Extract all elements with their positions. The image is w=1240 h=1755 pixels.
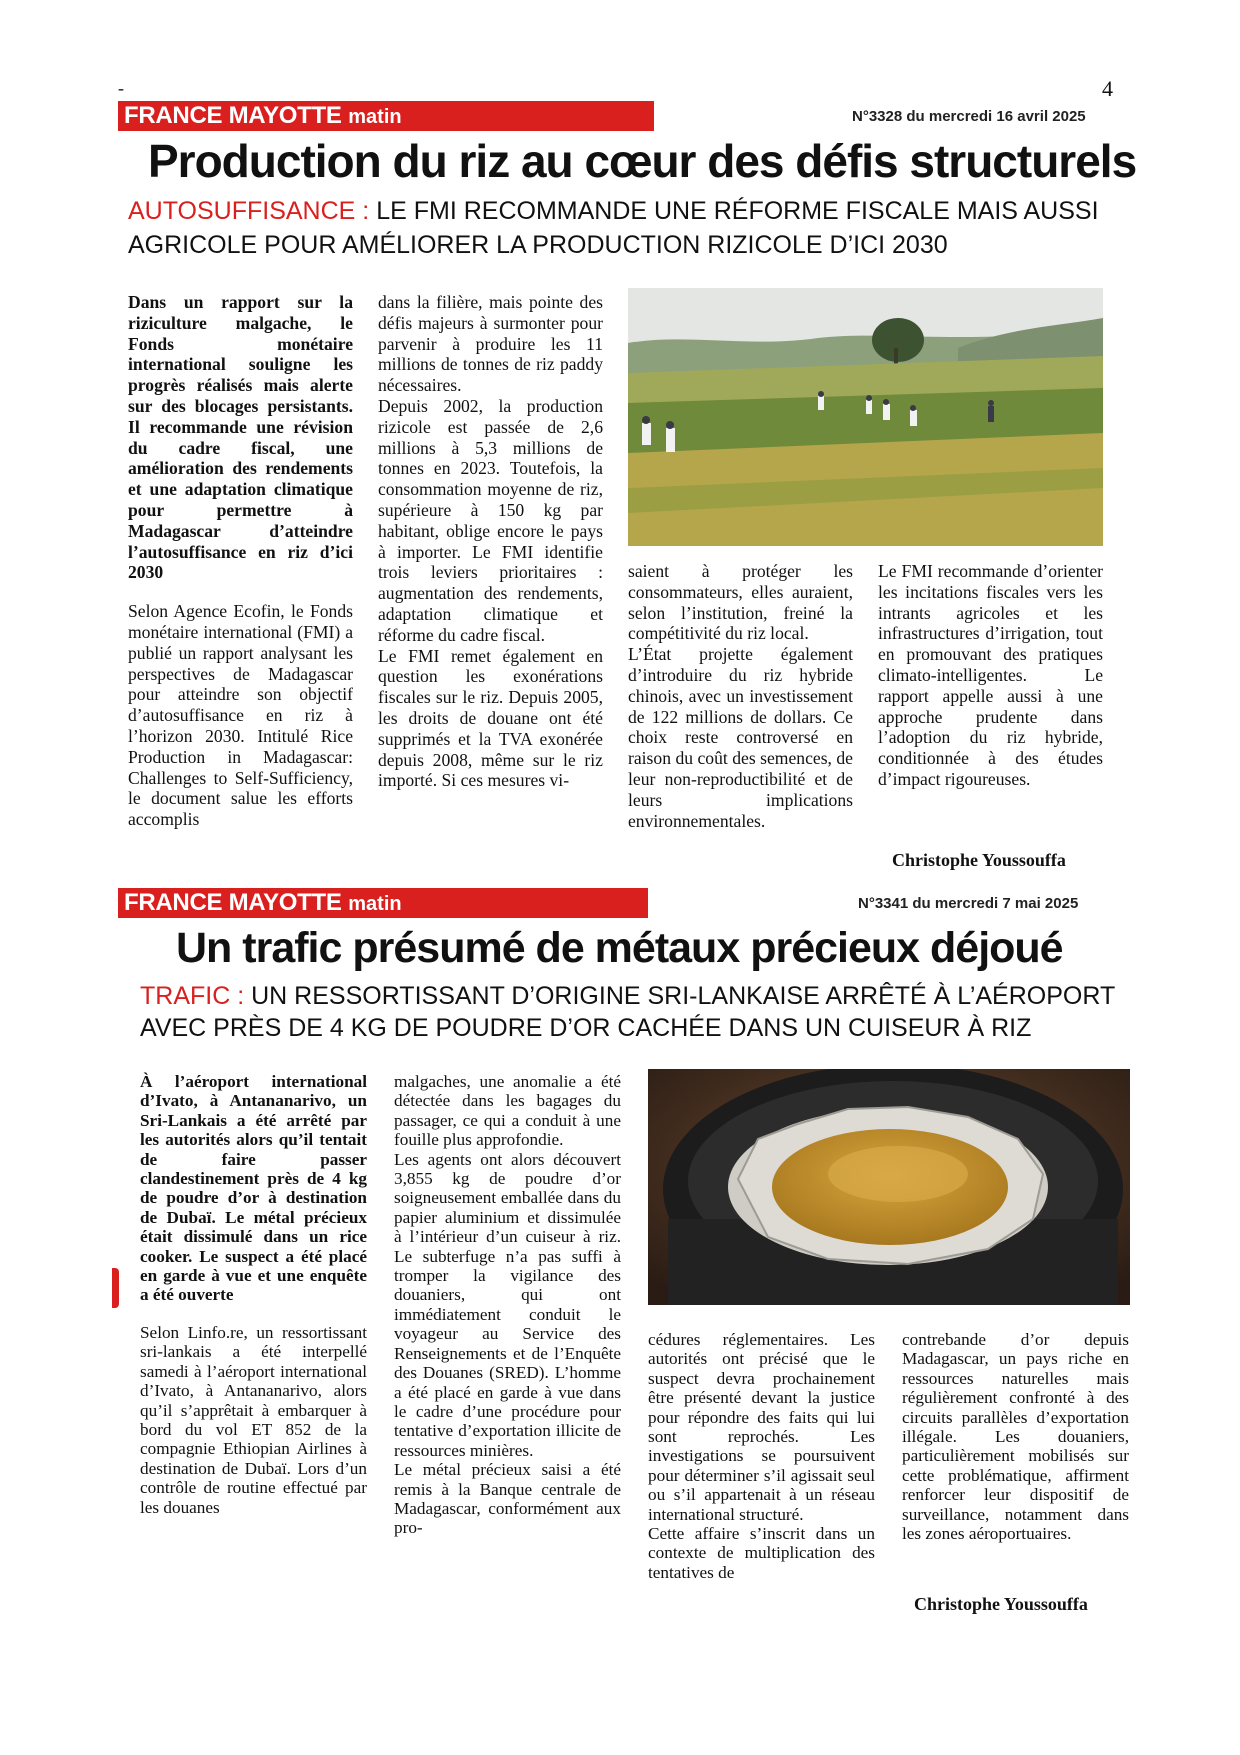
article2-column-3 [648, 1330, 875, 1582]
body-paragraph: Le métal précieux saisi a été remis à la Banque centrale de Madagascar, conformément aux pro- [394, 1460, 621, 1538]
article1-column-3 [628, 561, 853, 831]
lead-paragraph-2: À l’aéroport international d’Ivato, à Antananarivo, un Sri-Lankais a été arrêté par les autorités alors qu’il tentait de faire passer clandestinement près de 4 kg de poudre d’or à destination de Dubaï. Le métal précieux était dissimulé dans un rice cooker. Le suspect a été placé en garde à vue et une enquête a été ouverte [140, 1072, 367, 1305]
body-paragraph: contrebande d’or depuis Madagascar, un pays riche en ressources naturelles mais régulièrement confronté à des circuits parallèles d’exportation illégale. Les douaniers, particulièrement mobilisés sur cette problématique, affirment renforcer leur dispositif de surveillance, notamment dans les zones aéroportuaires. [902, 1330, 1129, 1544]
body-paragraph: dans la filière, mais pointe des défis majeurs à surmonter pour parvenir à produire les 11 millions de tonnes de riz paddy nécessaires. [378, 292, 603, 396]
page-number: 4 [1102, 76, 1113, 101]
issue-number-2: N°3341 du mercredi 7 mai 2025 [858, 895, 1079, 912]
body-paragraph: Les agents ont alors découvert 3,855 kg de poudre d’or soigneusement emballée dans du papier aluminium et dissimulée à l’intérieur d’un cuiseur à riz. Le subterfuge n’a pas suffi à tromper la vigilance des douaniers, qui ont immédiatement conduit le voyageur au Service des Renseignements et de l’Enquête des Douanes (SRED). L’homme a été placé en garde à vue dans le cadre d’une procédure pour tentative d’exportation illicite de ressources minières. [394, 1149, 621, 1460]
deck-1 [128, 194, 1103, 262]
body-paragraph: L’État projette également d’introduire du riz hybride chinois, avec un investissement de 122 millions de dollars. Ce choix reste controversé en raison du coût des semences, de leur non-reproductibilité et de leurs implications environnementales. [628, 644, 853, 831]
article2-column-4 [902, 1330, 1129, 1543]
body-paragraph: cédures réglementaires. Les autorités ont précisé que le suspect devra prochainement être présenté devant la justice pour répondre des faits qui lui sont reprochés. Les investigations se poursuivent pour déterminer s’il agissait seul ou s’il appartenait à un réseau international structuré. [648, 1330, 875, 1524]
deck-text-1: LE FMI RECOMMANDE UNE RÉFORME FISCALE MAIS AUSSI AGRICOLE POUR AMÉLIORER LA PRODUCTION RIZICOLE D’ICI 2030 [128, 197, 1099, 259]
body-paragraph: Le FMI recommande d’orienter les incitations fiscales vers les intrants agricoles et les infrastructures d’irrigation, tout en promouvant des pratiques climato-intelligentes. Le rapport appelle aussi à une approche prudente dans l’adoption du riz hybride, conditionnée à des études d’impact rigoureuses. [878, 561, 1103, 789]
gold-powder-cooker-illustration [648, 1069, 1130, 1305]
deck-keyword-1: AUTOSUFFISANCE : [128, 197, 370, 225]
byline-2: Christophe Youssouffa [914, 1594, 1088, 1614]
article2-column-2 [394, 1072, 621, 1538]
body-paragraph: Selon Linfo.re, un ressortissant sri-lankais a été interpellé samedi à l’aéroport international d’Ivato, à Antananarivo, alors qu’il s’apprêtait à embarquer à bord du vol ET 852 de la compagnie Ethiopian Airlines à destination de Dubaï. Lors d’un contrôle de routine effectué par les douanes [140, 1322, 367, 1517]
page-dash: - [118, 78, 124, 98]
rice-field-illustration [628, 288, 1103, 546]
article1-column-4 [878, 561, 1103, 790]
issue-number-1: N°3328 du mercredi 16 avril 2025 [852, 108, 1086, 125]
deck-keyword-2: TRAFIC : [140, 982, 245, 1010]
body-paragraph: Le FMI remet également en question les exonérations fiscales sur le riz. Depuis 2005, les droits de douane ont été supprimés et la TVA exonérée depuis 2008, même sur le riz importé. Si ces mesures vi- [378, 645, 603, 791]
rice-cooker-photo [648, 1069, 1130, 1305]
brand-sub: matin [348, 893, 402, 915]
body-paragraph: Selon Agence Ecofin, le Fonds monétaire international (FMI) a publié un rapport analysant les perspectives de Madagascar pour atteindre son objectif d’autosuffisance en riz à l’horizon 2030. Intitulé Rice Production in Madagascar: Challenges to Self-Sufficiency, le document salue les efforts accomplis [128, 601, 353, 830]
body-paragraph: Depuis 2002, la production rizicole est passée de 2,6 millions à 5,3 millions de tonnes en 2023. Toutefois, la consommation moyenne de riz, supérieure à 150 kg par habitant, oblige encore le pays à importer. Le FMI identifie trois leviers prioritaires : augmentation des rendements, adaptation climatique et réforme du cadre fiscal. [378, 395, 603, 645]
masthead-2 [118, 888, 648, 918]
headline-2: Un trafic présumé de métaux précieux déjoué [176, 924, 1063, 972]
article1-column-1 [128, 292, 353, 830]
brand-main: FRANCE MAYOTTE [124, 102, 342, 129]
brand-main: FRANCE MAYOTTE [124, 889, 342, 916]
masthead-1 [118, 101, 654, 131]
headline-1: Production du riz au cœur des défis structurels [148, 135, 1137, 187]
body-paragraph: saient à protéger les consommateurs, elles auraient, selon l’institution, freiné la compétitivité du riz local. [628, 561, 853, 644]
article2-column-1 [140, 1072, 367, 1517]
body-paragraph: Cette affaire s’inscrit dans un contexte de multiplication des tentatives de [648, 1524, 875, 1582]
red-edge-marker [112, 1268, 119, 1308]
body-paragraph: malgaches, une anomalie a été détectée dans les bagages du passager, ce qui a conduit à une fouille plus approfondie. [394, 1072, 621, 1150]
byline-1: Christophe Youssouffa [892, 850, 1066, 870]
deck-text-2: UN RESSORTISSANT D’ORIGINE SRI-LANKAISE ARRÊTÉ À L’AÉROPORT AVEC PRÈS DE 4 KG DE POUDRE D’OR CACHÉE DANS UN CUISEUR À RIZ [140, 982, 1115, 1042]
rice-field-photo [628, 288, 1103, 546]
lead-paragraph-1: Dans un rapport sur la riziculture malgache, le Fonds monétaire international souligne les progrès réalisés mais alerte sur des blocages persistants. Il recommande une révision du cadre fiscal, une amélioration des rendements et une adaptation climatique pour permettre à Madagascar d’atteindre l’autosuffisance en riz d’ici 2030 [128, 292, 353, 583]
brand-sub: matin [348, 106, 402, 128]
deck-2 [140, 980, 1130, 1044]
article1-column-2 [378, 292, 603, 791]
